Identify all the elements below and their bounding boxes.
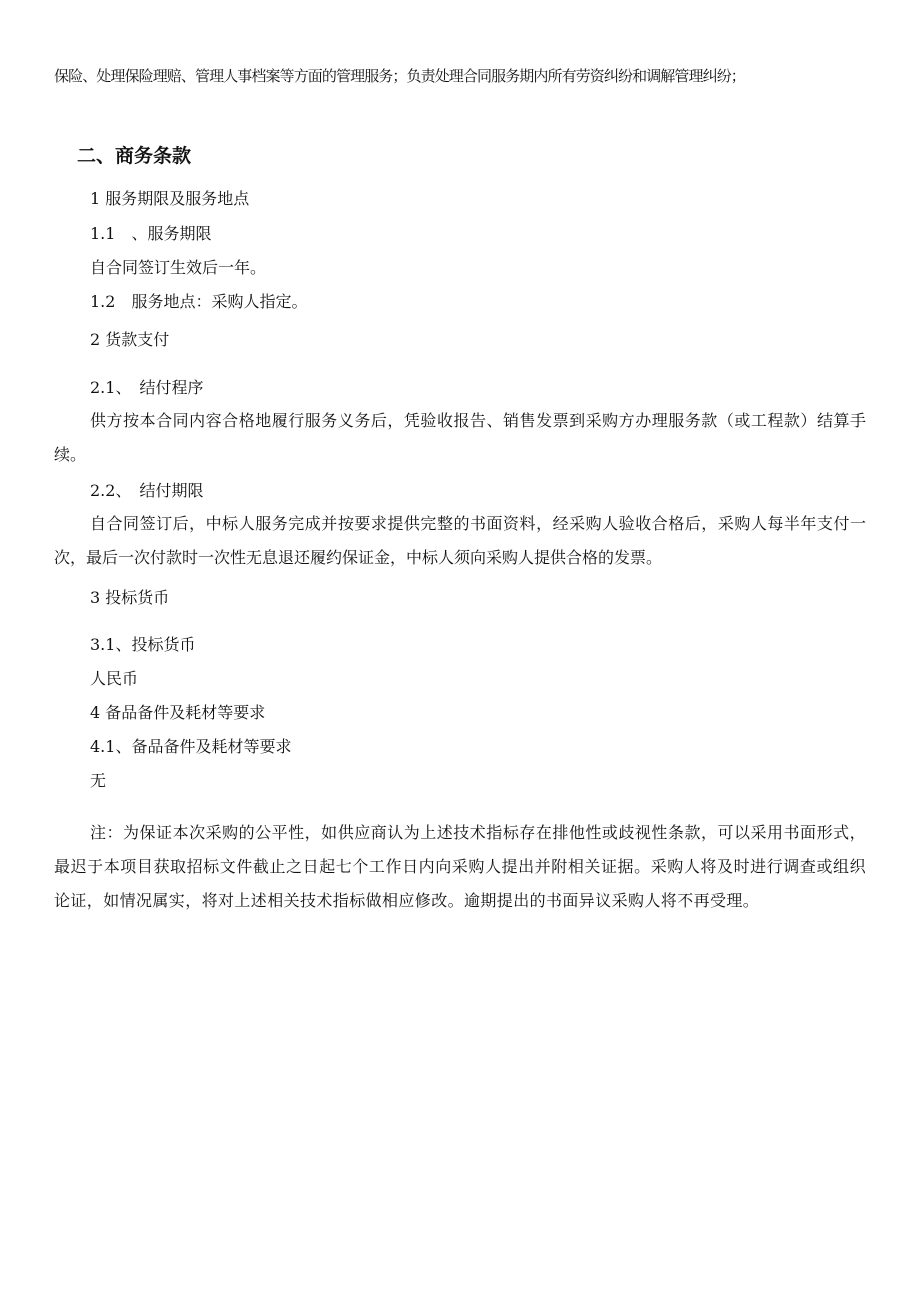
section-2-title: 2 货款支付 [90,330,170,349]
section-1-title: 1 服务期限及服务地点 [90,189,250,208]
section-2-1-body: 供方按本合同内容合格地履行服务义务后，凭验收报告、销售发票到采购方办理服务款（或工程款）结算手续。 [54,411,866,464]
section-1-1-title: 1.1 、服务期限 [90,224,212,243]
section-3-1-title: 3.1、投标货币 [90,635,196,654]
continued-text-line: 保险、处理保险理赔、管理人事档案等方面的管理服务；负责处理合同服务期内所有劳资纠纷和调解管理纠纷； [54,67,745,85]
section-4-1-body: 无 [90,771,107,790]
section-3-title: 3 投标货币 [90,588,170,607]
section-3-1-body: 人民币 [90,669,139,688]
section-heading: 二、商务条款 [77,145,192,167]
section-4-title: 4 备品备件及耗材等要求 [90,703,266,722]
section-2-2-body: 自合同签订后，中标人服务完成并按要求提供完整的书面资料，经采购人验收合格后，采购人每半年支付一次，最后一次付款时一次性无息退还履约保证金，中标人须向采购人提供合格的发票。 [54,514,866,567]
section-2-1-title: 2.1、 结付程序 [90,378,204,397]
section-4-1-title: 4.1、备品备件及耗材等要求 [90,737,292,756]
note-paragraph: 注：为保证本次采购的公平性，如供应商认为上述技术指标存在排他性或歧视性条款，可以采用书面形式，最迟于本项目获取招标文件截止之日起七个工作日内向采购人提出并附相关证据。采购人将及时进行调查或组织论证，如情况属实，将对上述相关技术指标做相应修改。逾期提出的书面异议采购人将不再受理。 [54,823,866,910]
section-1-2-title: 1.2 服务地点：采购人指定。 [90,292,308,311]
section-1-1-body: 自合同签订生效后一年。 [90,258,267,277]
section-2-2-title: 2.2、 结付期限 [90,481,204,500]
